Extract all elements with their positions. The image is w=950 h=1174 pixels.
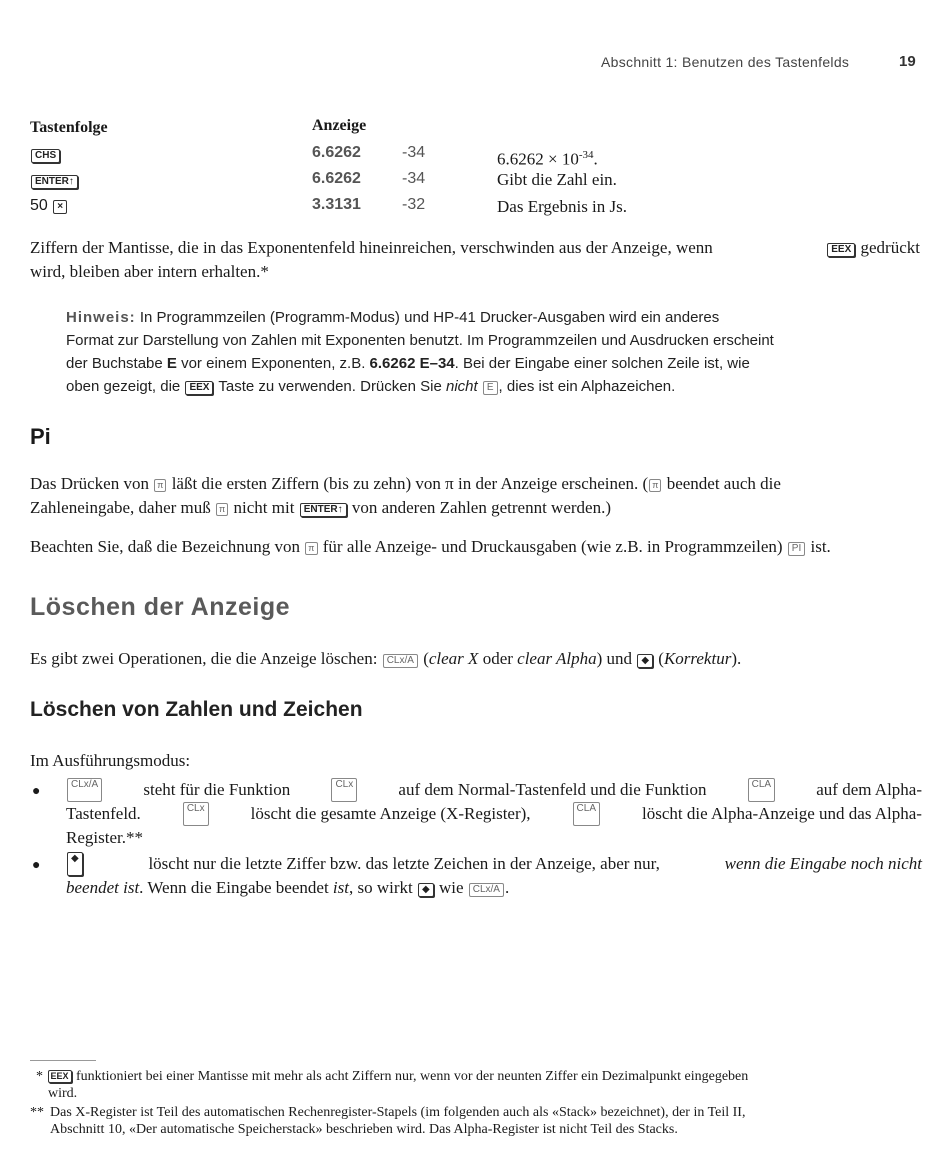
clx-a-key: CLx/A (67, 778, 102, 802)
pi-key: π (305, 542, 317, 555)
cla-key: CLA (748, 778, 775, 802)
section-heading: Löschen der Anzeige (30, 593, 291, 621)
table-note: $6.6262 \times 10^{-34}$. (497, 149, 598, 169)
table-row (30, 146, 61, 164)
table-note: Das Ergebnis in Js. (497, 197, 628, 216)
display-mantissa: 3.3131 (312, 196, 361, 213)
table-row (30, 172, 79, 190)
footnote-divider (30, 1060, 96, 1061)
clx-key: CLx (183, 802, 209, 826)
pi-print-key: PI (788, 542, 805, 556)
pi-key: π (649, 479, 661, 492)
running-header: Abschnitt 1: Benutzen des Tastenfelds (601, 54, 850, 70)
table-header-display: Anzeige (312, 117, 367, 134)
pi-paragraph-2: Beachten Sie, daß die Bezeichnung von π für alle Anzeige- und Druckausgaben (wie z.B. in Programmzeilen) PI ist. (30, 537, 831, 556)
clear-paragraph: Es gibt zwei Operationen, die die Anzeige löschen: CLx/A (clear X oder clear Alpha) und ◆ (Korrektur). (30, 649, 742, 668)
table-header-keys: Tastenfolge (30, 119, 108, 136)
display-mantissa: 6.6262 (312, 170, 361, 187)
enter-key: ENTER↑ (31, 175, 78, 189)
bullet-icon: ● (32, 784, 41, 799)
clx-a-key: CLx/A (469, 883, 504, 897)
bullet-item: ◆ löscht nur die letzte Ziffer bzw. das letzte Zeichen in der Anzeige, aber nur, wenn die Eingabe noch nicht beendet ist. Wenn die Eingabe beendet ist, so wirkt ◆ wie CLx/A . (66, 853, 922, 897)
enter-key: ENTER↑ (300, 503, 347, 517)
table-row (30, 197, 68, 215)
backspace-key: ◆ (418, 883, 434, 897)
eex-key: EEX (185, 381, 213, 395)
table-note: Gibt die Zahl ein. (497, 170, 617, 189)
display-exponent: -34 (402, 144, 426, 161)
pi-paragraph: Das Drücken von π läßt die ersten Ziffern (bis zu zehn) von π in der Anzeige erscheinen. ( π beendet auch die Zahleneingabe, daher muß π nicht mit ENTER↑ von anderen Zahlen getrennt werden.) (30, 474, 781, 517)
pi-key: π (154, 479, 166, 492)
eex-key: EEX (48, 1070, 72, 1083)
hint-note: Hinweis: In Programmzeilen (Programm-Modus) und HP-41 Drucker-Ausgaben wird ein anderes Format zur Darstellung von Zahlen mit Exponenten benutzt. Im Programmzeilen und Ausdrucken erscheint der Buchstabe E vor einem Exponenten, z.B. 6.6262 E–34. Bei der Eingabe einer solchen Zeile ist, wie oben gezeigt, die EEX Taste zu verwenden. Drücken Sie nicht E , dies ist ein Alphazeichen. (66, 309, 774, 395)
pi-heading: Pi (30, 424, 51, 449)
footnote-1: * EEX funktioniert bei einer Mantisse mit mehr als acht Ziffern nur, wenn vor der neunten Ziffer ein Dezimalpunkt eingegeben wird. (36, 1069, 749, 1101)
display-mantissa: 6.6262 (312, 144, 361, 161)
bullet-icon: ● (32, 858, 41, 873)
e-key: E (483, 381, 498, 395)
mode-intro: Im Ausführungsmodus: (30, 751, 191, 770)
clx-a-key: CLx/A (383, 654, 418, 668)
paragraph-mantissa: Ziffern der Mantisse, die in das Exponentenfeld hineinreichen, verschwinden aus der Anzeige, wenn EEX gedrückt wird, bleiben aber intern erhalten.* (30, 238, 920, 281)
bullet-item: CLx/A steht für die Funktion CLx auf dem Normal-Tastenfeld und die Funktion CLA auf dem Alpha- Tastenfeld. CLx löscht die gesamte Anzeige (X-Register), CLA löscht die Alpha-Anzeige und das Alpha- Register.** (66, 779, 922, 847)
cla-key: CLA (573, 802, 600, 826)
number-prefix: 50 (30, 197, 48, 214)
footnote-2: ** Das X-Register ist Teil des automatischen Rechenregister-Stapels (im folgenden auch als «Stack» bezeichnet), der in Teil II, Abschnitt 10, «Der automatische Speicherstack» beschrieben wird. Das Alpha-Register ist nicht Teil des Stacks. (30, 1105, 746, 1137)
page-number: 19 (899, 53, 916, 70)
backspace-key: ◆ (67, 852, 83, 876)
backspace-key: ◆ (637, 654, 653, 668)
pi-key: π (216, 503, 228, 516)
display-exponent: -32 (402, 196, 426, 213)
multiply-key: × (53, 200, 67, 214)
eex-key: EEX (827, 243, 855, 257)
subsection-heading: Löschen von Zahlen und Zeichen (30, 698, 363, 721)
clx-key: CLx (331, 778, 357, 802)
chs-key: CHS (31, 149, 60, 163)
display-exponent: -34 (402, 170, 426, 187)
